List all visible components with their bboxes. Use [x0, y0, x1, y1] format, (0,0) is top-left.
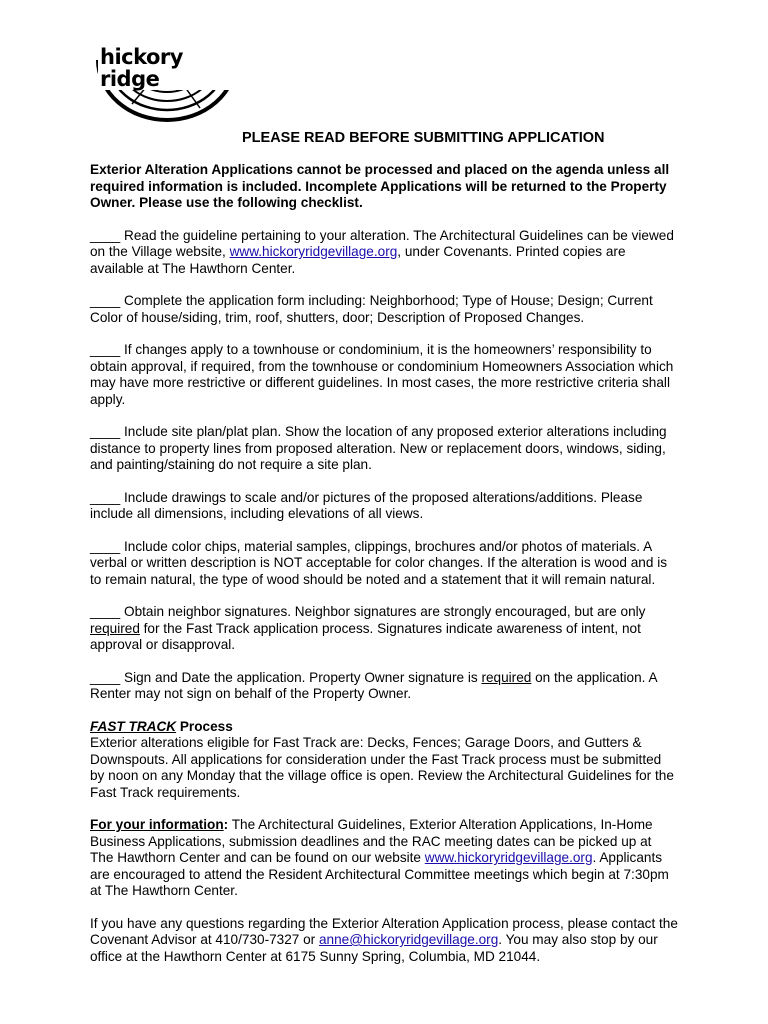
checklist-item-siteplan	[90, 424, 678, 474]
checkbox-blank: ____	[90, 342, 121, 357]
page-title: PLEASE READ BEFORE SUBMITTING APPLICATION	[242, 130, 605, 146]
fyi-text: The Architectural Guidelines, Exterior Alteration Applications, In-Home Business Applications, submission deadlines and the RAC meeting dates can be picked up at The Hawthorn Center and can be found on our website	[90, 817, 653, 865]
checkbox-blank: ____	[90, 227, 121, 243]
fast-track-heading	[90, 719, 678, 736]
item-text: Include site plan/plat plan. Show the location of any proposed exterior alterations including distance to property lines from proposed alteration. New or replacement doors, windows, siding, and painting/staining do not require a site plan.	[90, 424, 667, 472]
checkbox-blank: ____	[90, 293, 121, 308]
fast-track-body: Exterior alterations eligible for Fast Track are: Decks, Fences; Garage Doors, and Gutters & Downspouts. All applications for consideration under the Fast Track process must be submitted by noon on any Monday that the village office is open. Review the Architectural Guidelines for the Fast Track requirements.	[90, 735, 674, 800]
item-text: If changes apply to a townhouse or condominium, it is the homeowners’ responsibility to obtain approval, if required, from the townhouse or condominium Homeowners Association which may have more restrictive or different guidelines. In most cases, the more restrictive criteria shall apply.	[90, 342, 674, 407]
email-link[interactable]: anne@hickoryridgevillage.org	[318, 932, 499, 947]
checklist-item-drawings	[90, 490, 678, 523]
contact-paragraph	[90, 916, 678, 966]
website-link[interactable]: www.hickoryridgevillage.org	[424, 850, 593, 865]
checkbox-blank: ____	[90, 424, 121, 439]
item-text: on the application. A Renter may not sign on behalf of the Property Owner.	[90, 669, 657, 701]
hickory-ridge-logo	[92, 42, 242, 122]
checkbox-blank: ____	[90, 669, 121, 685]
checkbox-blank: ____	[90, 489, 121, 505]
village-website-link[interactable]: www.hickoryridgevillage.org	[229, 244, 398, 259]
checkbox-blank: ____	[90, 538, 121, 554]
item-text: Include color chips, material samples, clippings, brochures and/or photos of materials. A verbal or written description is NOT acceptable for color changes. If the alteration is wood and is to remain natural, the type of wood should be noted and a statement that it will remain natural.	[90, 538, 668, 587]
contact-text: If you have any questions regarding the Exterior Alteration Application process, please contact the Covenant Advisor at 410/730-7327 or	[90, 915, 678, 947]
emphasis-required: required	[90, 620, 140, 636]
fyi-colon: :	[223, 817, 229, 832]
item-text: Include drawings to scale and/or pictures of the proposed alterations/additions. Please include all dimensions, including elevations of all views.	[90, 489, 643, 521]
checklist-item-sign	[90, 670, 678, 703]
fast-track-label: FAST TRACK	[90, 718, 177, 734]
item-text: Complete the application form including: Neighborhood; Type of House; Design; Current Color of house/siding, trim, roof, shutters, door; Description of Proposed Changes.	[90, 293, 653, 325]
item-text: Read the guideline pertaining to your alteration. The Architectural Guidelines can be viewed on the Village website,	[90, 227, 674, 259]
fyi-paragraph	[90, 817, 678, 900]
checklist-item-form	[90, 293, 678, 326]
item-text: Obtain neighbor signatures. Neighbor signatures are strongly encouraged, but are only	[120, 604, 646, 619]
fyi-text: . Applicants are encouraged to attend the Resident Architectural Committee meetings which begin at 7:30pm at The Hawthorn Center.	[90, 850, 669, 898]
item-text: Sign and Date the application. Property Owner signature is	[120, 669, 482, 685]
item-text: for the Fast Track application process. Signatures indicate awareness of intent, not approval or disapproval.	[90, 620, 641, 652]
contact-text: . You may also stop by our office at the Hawthorn Center at 6175 Sunny Spring, Columbia, MD 21044.	[90, 932, 658, 964]
document-body	[90, 162, 678, 981]
checklist-item-color-chips	[90, 539, 678, 589]
checklist-item-neighbor	[90, 604, 678, 654]
checkbox-blank: ____	[90, 604, 121, 619]
fast-track-heading-rest: Process	[176, 718, 233, 734]
checklist-item-guideline	[90, 228, 678, 278]
checklist-item-townhouse	[90, 342, 678, 408]
item-text: , under Covenants. Printed copies are available at The Hawthorn Center.	[90, 244, 626, 276]
fyi-heading: For your information	[90, 817, 224, 832]
logo-text: hickory ridge	[98, 46, 242, 90]
emphasis-required: required	[481, 669, 532, 685]
intro-paragraph: Exterior Alteration Applications cannot be processed and placed on the agenda unless all required information is included. Incomplete Applications will be returned to the Property Owner. Please use the following checklist.	[90, 162, 670, 210]
